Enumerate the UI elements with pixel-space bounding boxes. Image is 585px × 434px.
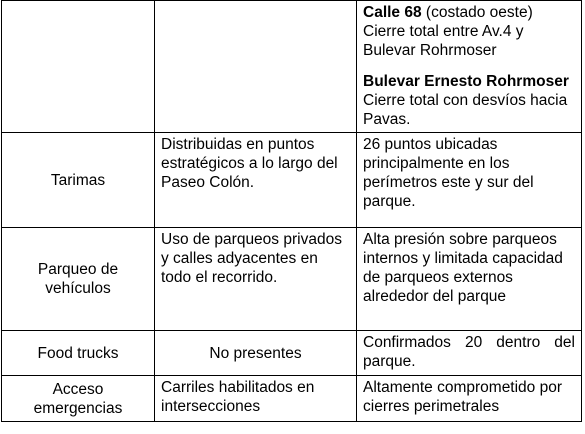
row-label-emergencias: Acceso emergencias: [2, 376, 155, 422]
table-row: [2, 228, 582, 331]
row-right-closures: [357, 1, 582, 133]
closure-title: Calle 68: [363, 4, 422, 21]
comparison-table: [1, 0, 582, 422]
table-row: [2, 331, 582, 376]
row-mid-emergencias: Carriles habilitados en intersecciones: [155, 376, 357, 422]
closure-text: (costado oeste) Cierre total entre Av.4 y Bulevar Rohrmoser: [363, 4, 533, 59]
row-right-emergencias: Altamente comprometido por cierres perimetrales: [357, 376, 582, 422]
row-label-parqueo: Parqueo de vehículos: [2, 228, 155, 331]
table-row: [2, 376, 582, 422]
table-row: [2, 133, 582, 228]
row-mid-tarimas: Distribuidas en puntos estratégicos a lo largo del Paseo Colón.: [155, 133, 357, 228]
closure-calle-68: [363, 3, 575, 60]
row-mid-parqueo: Uso de parqueos privados y calles adyacentes en todo el recorrido.: [155, 228, 357, 331]
table-row: [2, 1, 582, 133]
row-label-tarimas: Tarimas: [2, 133, 155, 228]
row-mid-empty: [155, 1, 357, 133]
row-right-parqueo: Alta presión sobre parqueos internos y limitada capacidad de parqueos externos alrededor del parque: [357, 228, 582, 331]
closure-text: Cierre total con desvíos hacia Pavas.: [363, 92, 568, 128]
row-mid-food-trucks: No presentes: [155, 331, 357, 376]
row-right-tarimas: 26 puntos ubicadas principalmente en los perímetros este y sur del parque.: [357, 133, 582, 228]
row-label-food-trucks: Food trucks: [2, 331, 155, 376]
row-right-food-trucks: Confirmados 20 dentro del parque.: [357, 331, 582, 376]
closure-bulevar: [363, 72, 575, 129]
closure-title: Bulevar Ernesto Rohrmoser: [363, 73, 569, 90]
row-label-empty: [2, 1, 155, 133]
